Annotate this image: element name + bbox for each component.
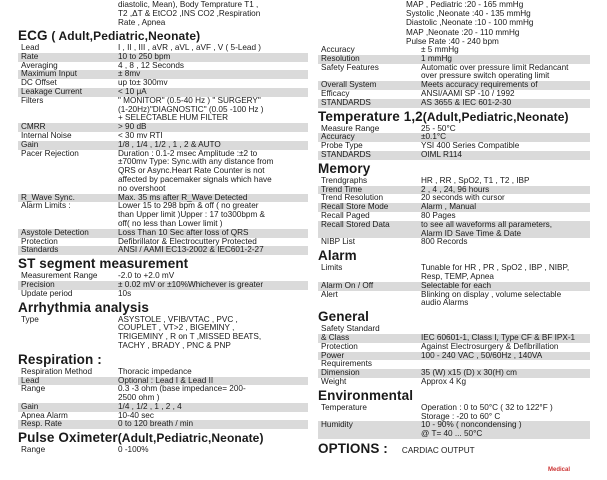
spec-value-line: Blinking on display , volume selectable bbox=[421, 289, 562, 299]
spec-value bbox=[417, 264, 590, 282]
spec-label: NIBP List bbox=[321, 237, 355, 247]
spec-value-line: to see all waveforms all parameters, bbox=[421, 219, 553, 229]
spec-row bbox=[18, 150, 308, 194]
spec-label: Accuracy bbox=[318, 133, 417, 142]
general-spec-table bbox=[318, 325, 590, 387]
continuation-line: T2 ,ΔT & EtCO2 ,INS CO2 ,Respiration bbox=[118, 9, 261, 18]
arrhythmia-heading: Arrhythmia analysis bbox=[18, 299, 149, 315]
spec-value-line: HR , RR , SpO2, T1 , T2 , IBP bbox=[421, 175, 530, 185]
spec-value-line: TRIGEMINY , R on T ,MISSED BEATS, bbox=[118, 332, 262, 342]
spec-value bbox=[417, 238, 590, 247]
options-row bbox=[318, 442, 590, 456]
spec-row bbox=[318, 64, 590, 82]
spec-value bbox=[417, 99, 590, 108]
respiration-spec-table bbox=[18, 368, 308, 430]
spec-label: Trend Time bbox=[318, 186, 417, 195]
spec-label: Dimension bbox=[318, 369, 417, 378]
spec-label: Measure Range bbox=[321, 123, 380, 133]
st-spec-table bbox=[18, 272, 308, 298]
spec-value-line: affected by pacemaker signals which have bbox=[118, 174, 272, 184]
spec-row bbox=[18, 385, 308, 403]
spec-value-line: 10s bbox=[118, 288, 132, 298]
spec-row bbox=[18, 290, 308, 299]
spec-label: STANDARDS bbox=[318, 151, 417, 160]
spec-row bbox=[318, 238, 590, 247]
nibp-range-line: Pulse Rate :40 - 240 bpm bbox=[406, 36, 499, 46]
spec-label: Lead bbox=[21, 43, 40, 52]
right-column bbox=[318, 0, 590, 456]
spec-label: Rate bbox=[18, 53, 114, 62]
spec-value-line: (1-20Hz)"DIAGNOSTIC" (0.05 -100 Hz ) bbox=[118, 104, 264, 114]
spec-label: Measurement Range bbox=[21, 271, 98, 281]
nibp-range-line: Systolic ,Neonate :40 - 135 mmHg bbox=[406, 9, 531, 19]
spec-value bbox=[417, 378, 590, 387]
spec-value bbox=[417, 404, 590, 422]
spec-value-line: < 10 μA bbox=[118, 86, 147, 96]
memory-spec-table bbox=[318, 177, 590, 247]
spec-value-line: ± 8mv bbox=[118, 69, 141, 79]
spec-value-line: COUPLET , VT>2 , BIGEMINY , bbox=[118, 323, 235, 333]
spec-value-line: TACHY , BRADY , PNC & PNP bbox=[118, 340, 231, 350]
spec-label: Internal Noise bbox=[21, 130, 72, 140]
spec-label: Safety Standard bbox=[321, 324, 380, 334]
spec-value-line: < 30 mv RTI bbox=[118, 130, 163, 140]
spec-value bbox=[417, 151, 590, 160]
spec-label: DC Offset bbox=[21, 78, 57, 88]
continuation-line: diastolic, Mean), Body Temprature T1 , bbox=[118, 0, 259, 9]
nibp-range-line: MAP ,Neonate :20 - 110 mmHg bbox=[406, 27, 520, 37]
spec-value bbox=[114, 446, 308, 455]
spec-value-line: I , II , III , aVR , aVL , aVF , V ( 5-Lead ) bbox=[118, 43, 262, 52]
spec-label: Trendgraphs bbox=[321, 175, 368, 185]
spec-value-line: Alarm , Manual bbox=[421, 202, 477, 212]
spec-label: CMRR bbox=[18, 123, 114, 132]
spec-value-line: 80 Pages bbox=[421, 210, 456, 220]
spec-value bbox=[417, 291, 590, 309]
spec-row bbox=[318, 125, 590, 134]
spec-value bbox=[417, 421, 590, 439]
spec-label: R_Wave Sync. bbox=[18, 194, 114, 203]
spec-value bbox=[114, 246, 308, 255]
spec-value-line: IEC 60601-1, Class I, Type CF & BF IPX-1 bbox=[421, 332, 576, 342]
spec-value-line: Resp, TEMP, Apnea bbox=[421, 271, 494, 281]
spec-value-line: > 90 dB bbox=[118, 122, 147, 132]
spec-value-line: 1 mmHg bbox=[421, 53, 452, 63]
spec-value-line: Lower 15 to 298 bpm & off ( no greater bbox=[118, 201, 259, 211]
spec-value-line: ANSI / AAMI EC13-2002 & IEC601-2-27 bbox=[118, 245, 264, 255]
spec-value-line: OIML R114 bbox=[421, 149, 462, 159]
spec-label: Alert bbox=[321, 289, 338, 299]
spec-label: Range bbox=[21, 384, 46, 394]
pulse-ox-heading: Pulse Oximeter(Adult,Pediatric,Neonate) bbox=[18, 430, 264, 446]
spec-label: Protection bbox=[21, 236, 58, 246]
spec-label: Asystole Detection bbox=[18, 229, 114, 238]
memory-heading: Memory bbox=[318, 160, 371, 176]
nibp-range-line: Diastolic ,Neonate :10 - 100 mmHg bbox=[406, 18, 534, 28]
environmental-spec-table bbox=[318, 404, 590, 439]
spec-label: Resp. Rate bbox=[18, 420, 114, 429]
spec-value-line: up to± 300mv bbox=[118, 78, 168, 88]
spec-value-line: Automatic over pressure limit Redancant bbox=[421, 62, 569, 72]
spec-label: Apnea Alarm bbox=[21, 410, 68, 420]
spec-value-line: no overshoot bbox=[118, 183, 166, 193]
ecg-heading: ECG ( Adult,Pediatric,Neonate) bbox=[18, 28, 201, 43]
spec-value-line: " MONITOR" (0.5-40 Hz ) " SURGERY" bbox=[118, 95, 261, 105]
spec-value-line: than Upper limit )Upper : 17 to300bpm & bbox=[118, 210, 265, 220]
spec-label: Filters bbox=[21, 95, 44, 105]
spec-label: Range bbox=[21, 445, 46, 455]
spec-value bbox=[114, 150, 308, 194]
spec-label: & Class bbox=[318, 334, 417, 343]
spec-value-line: Max. 35 ms after R_Wave Detected bbox=[118, 192, 248, 202]
spec-label: Accuracy bbox=[321, 45, 355, 55]
spec-value-line: 2500 ohm ) bbox=[118, 393, 160, 403]
spec-value bbox=[114, 62, 308, 71]
spec-label: Lead bbox=[18, 377, 114, 386]
spec-value-line: Approx 4 Kg bbox=[421, 376, 467, 386]
spec-value bbox=[417, 352, 590, 361]
ecg-spec-table bbox=[18, 44, 308, 255]
options-heading: OPTIONS : bbox=[318, 440, 388, 456]
spec-label: Alarm Limits : bbox=[21, 201, 71, 211]
spec-label: Gain bbox=[18, 141, 114, 150]
spec-value-line: Meets accuracy requirements of bbox=[421, 80, 538, 90]
spec-value-line: QRS or Async.Heart Rate Counter is not bbox=[118, 166, 265, 176]
spec-label: Leakage Current bbox=[18, 88, 114, 97]
spec-value-line: 0.3 -3 ohm (base impedance= 200- bbox=[118, 384, 246, 394]
spec-value-line: 10-40 sec bbox=[118, 410, 154, 420]
spec-value-line: Duration : 0.1-2 msec Amplitude :±2 to bbox=[118, 148, 258, 158]
spec-row bbox=[318, 264, 590, 282]
spec-label: STANDARDS bbox=[318, 99, 417, 108]
spec-value-line: Thoracic impedance bbox=[118, 366, 192, 376]
alarm-heading: Alarm bbox=[318, 248, 357, 264]
spec-label: Maximum Input bbox=[18, 70, 114, 79]
nibp-spec-table bbox=[318, 46, 590, 108]
st-heading: ST segment measurement bbox=[18, 256, 189, 272]
spec-value bbox=[114, 385, 308, 403]
spec-row bbox=[318, 221, 590, 239]
spec-label: Update period bbox=[21, 288, 73, 298]
spec-value-line: 25 - 50°C bbox=[421, 123, 456, 133]
spec-value-line: ± 5 mmHg bbox=[421, 45, 459, 55]
spec-value bbox=[417, 221, 590, 239]
alarm-spec-table bbox=[318, 264, 590, 308]
spec-label: Recall Store Mode bbox=[318, 203, 417, 212]
spec-label: Alarm On / Off bbox=[318, 282, 417, 291]
spec-label: Overall System bbox=[318, 81, 417, 90]
spec-value-line: 4 , 8 , 12 Seconds bbox=[118, 60, 184, 70]
spec-row bbox=[18, 316, 308, 351]
spec-value-line: 0 to 120 breath / min bbox=[118, 419, 194, 429]
spec-value-line: audio Alarms bbox=[421, 298, 469, 308]
spec-label: Resolution bbox=[318, 55, 417, 64]
spec-label: Gain bbox=[18, 403, 114, 412]
spec-label: Pacer Rejection bbox=[21, 148, 79, 158]
spec-value-line: YSI 400 Series Compatible bbox=[421, 141, 520, 151]
spec-label: Weight bbox=[321, 376, 347, 386]
brand-logo: Medical bbox=[548, 467, 571, 473]
spec-value-line: Storage : -20 to 60° C bbox=[421, 411, 501, 421]
spec-value-line: Tunable for HR , PR , SpO2 , IBP , NIBP, bbox=[421, 263, 570, 273]
spec-label: Power bbox=[318, 352, 417, 361]
spec-value-line: @ T= 40 ... 50°C bbox=[421, 429, 483, 439]
spec-row bbox=[318, 99, 590, 108]
spec-value bbox=[114, 202, 308, 228]
spec-label: Recall Stored Data bbox=[318, 221, 417, 239]
spec-value bbox=[114, 97, 308, 123]
spec-value-line: off( no less than Lower limit ) bbox=[118, 218, 223, 228]
spec-value-line: ±700mv Type: Sync.with any distance from bbox=[118, 157, 274, 167]
temperature-spec-table bbox=[318, 125, 590, 160]
spec-value-line: AS 3655 & IEC 601-2-30 bbox=[421, 97, 512, 107]
spec-value-line: Operation : 0 to 50°C ( 32 to 122°F ) bbox=[421, 402, 553, 412]
spec-row bbox=[18, 97, 308, 123]
spec-row bbox=[318, 421, 590, 439]
spec-value-line: Against Electrosurgery & Defibrillation bbox=[421, 341, 559, 351]
spec-row bbox=[318, 151, 590, 160]
spec-value-line: 2 , 4 , 24, 96 hours bbox=[421, 184, 490, 194]
spec-value-line: Loss Than 10 Sec after loss of QRS bbox=[118, 227, 249, 237]
spec-label: Temperature bbox=[321, 402, 367, 412]
spec-label: Safety Features bbox=[321, 62, 379, 72]
spec-row bbox=[318, 291, 590, 309]
spec-label: Efficacy bbox=[321, 89, 350, 98]
spec-label: Precision bbox=[18, 281, 114, 290]
general-heading: General bbox=[318, 309, 369, 325]
spec-row bbox=[318, 404, 590, 422]
spec-row bbox=[18, 420, 308, 429]
spec-value-line: ANSI/AAMI SP -10 / 1992 bbox=[421, 89, 515, 98]
spec-value-line: Optional : Lead I & Lead II bbox=[118, 375, 214, 385]
spec-row bbox=[18, 246, 308, 255]
pulse-ox-spec-table bbox=[18, 446, 308, 455]
spec-value-line: Alarm ID Save Time & Date bbox=[421, 228, 522, 238]
spec-value-line: + SELECTABLE HUM FILTER bbox=[118, 113, 229, 123]
spec-value-line: ±0.1°C bbox=[421, 132, 447, 142]
spec-value-line: 1/4 , 1/2 , 1 , 2 , 4 bbox=[118, 401, 182, 411]
spec-value bbox=[417, 64, 590, 82]
spec-value-line: -2.0 to +2.0 mV bbox=[118, 271, 175, 281]
spec-value bbox=[114, 420, 308, 429]
spec-label: Probe Type bbox=[321, 141, 363, 151]
spec-value-line: ± 0.02 mV or ±10%Whichever is greater bbox=[118, 279, 264, 289]
spec-label: Protection bbox=[321, 341, 358, 351]
options-text: CARDIAC OUTPUT bbox=[401, 445, 475, 455]
environmental-heading: Environmental bbox=[318, 387, 414, 403]
spec-value bbox=[114, 290, 308, 299]
continuation-line: Rate , Apnea bbox=[118, 18, 166, 27]
spec-value bbox=[114, 316, 308, 351]
top-continuation bbox=[118, 0, 308, 27]
spec-row bbox=[18, 202, 308, 228]
spec-value-line: 35 (W) x15 (D) x 30(H) cm bbox=[421, 368, 517, 378]
spec-value-line: over pressure switch operating limit bbox=[421, 71, 550, 81]
spec-value-line: Defibrillator & Electrocuttery Protected bbox=[118, 236, 257, 246]
spec-label: Respiration Method bbox=[21, 366, 92, 376]
spec-value-line: 0 -100% bbox=[118, 445, 149, 455]
spec-label: Humidity bbox=[318, 421, 417, 439]
spec-value-line: 100 - 240 VAC , 50/60Hz , 140VA bbox=[421, 350, 543, 360]
spec-label: Limits bbox=[321, 263, 343, 273]
spec-label: Type bbox=[21, 314, 39, 324]
spec-value-line: ASYSTOLE , VFIB/VTAC , PVC , bbox=[118, 314, 238, 324]
spec-row bbox=[318, 378, 590, 387]
left-column bbox=[18, 0, 308, 455]
respiration-heading: Respiration : bbox=[18, 351, 102, 367]
nibp-range-line: MAP , Pediatric :20 - 165 mmHg bbox=[406, 0, 524, 9]
spec-value-line: 10 - 90% ( noncondensing ) bbox=[421, 420, 522, 430]
spec-label: Averaging bbox=[21, 60, 58, 70]
spec-value-line: Selectable for each bbox=[421, 280, 492, 290]
spec-row bbox=[18, 446, 308, 455]
spec-value bbox=[114, 281, 308, 290]
spec-label: Recall Paged bbox=[321, 210, 370, 220]
spec-label: Requirements bbox=[321, 359, 372, 369]
spec-value-line: 1/8 , 1/4 , 1/2 , 1 , 2 & AUTO bbox=[118, 139, 221, 149]
spec-value-line: 20 seconds with cursor bbox=[421, 193, 505, 203]
temperature-heading: Temperature 1,2(Adult,Pediatric,Neonate) bbox=[318, 108, 569, 124]
nibp-continuation bbox=[406, 0, 590, 46]
spec-label: Trend Resolution bbox=[321, 193, 384, 203]
spec-value-line: 10 to 250 bpm bbox=[118, 51, 171, 61]
spec-value-line: 800 Records bbox=[421, 237, 468, 247]
spec-label: Standards bbox=[18, 246, 114, 255]
arrhythmia-spec-table bbox=[18, 316, 308, 351]
